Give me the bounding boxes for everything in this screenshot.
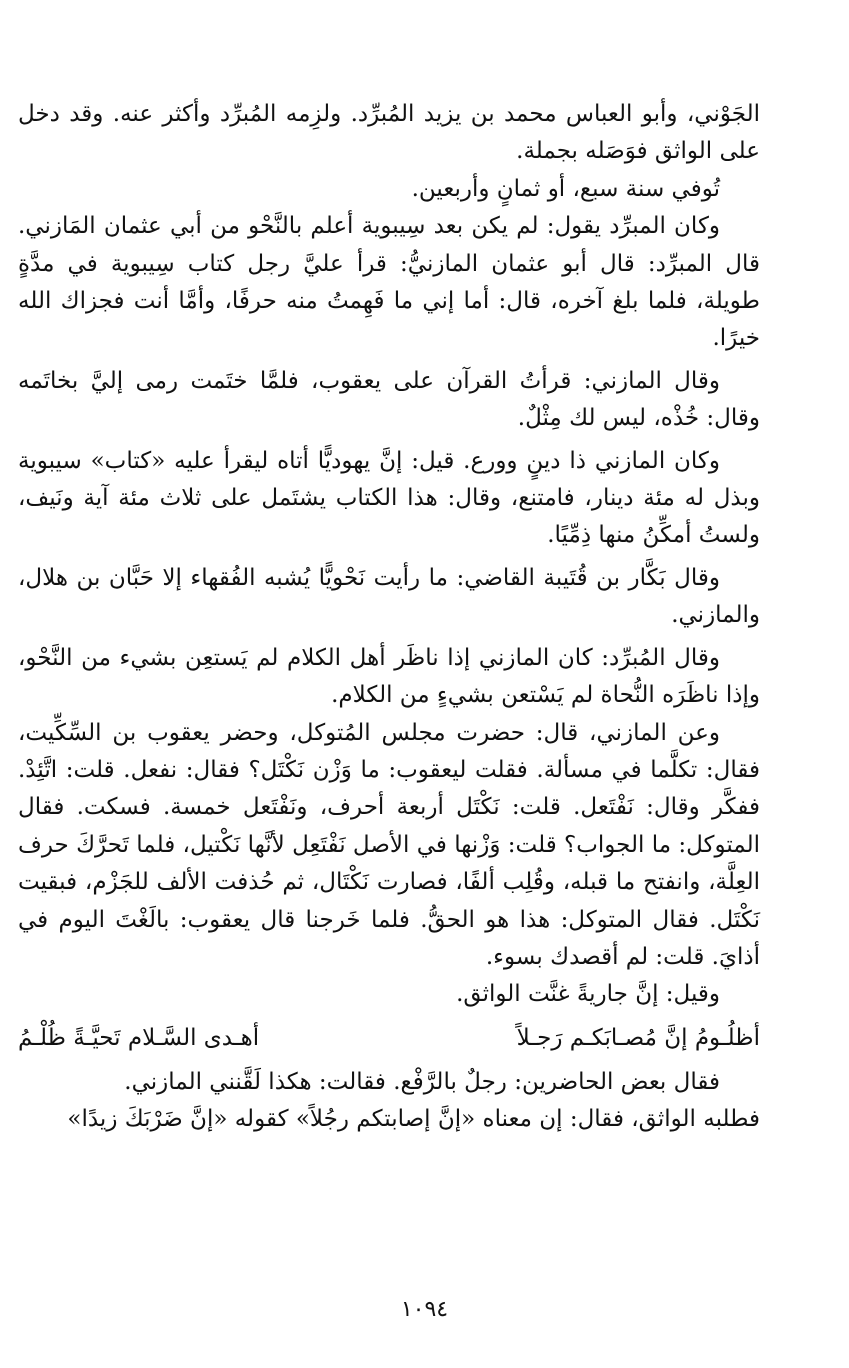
verse-second-hemistich: أهـدى السَّـلام تَحيَّـةً ظُلْـمُ [18,1024,260,1051]
paragraph-wathiq-request: فطلبه الواثق، فقال: إن معناه «إنَّ إصابتكم رجُلاً» كقوله «إنَّ ضَرْبَكَ زيدًا» [67,1106,760,1133]
paragraph-jawni-mubarrid: الجَوْني، وأبو العباس محمد بن يزيد المُبرِّد. ولزِمه المُبرِّد وأكثر عنه. وقد دخل على الواثق فوَصَله بجملة. [18,101,760,165]
verse-first-hemistich: أظلُـومُ إنَّ مُصـابَكـم رَجـلاً [516,1024,760,1051]
page-number: ١٠٩٤ [400,1297,449,1322]
paragraph-slave-girl: وقيل: إنَّ جاريةً غنَّت الواثق. [456,981,720,1008]
page-body [18,96,760,1139]
poetry-verse [18,1018,760,1058]
paragraph-mutawakkil-story: وعن المازني، قال: حضرت مجلس المُتوكل، وحضر يعقوب بن السِّكِّيت، فقال: تكلَّما في مسألة. فقلت ليعقوب: ما وَزْن نَكْتَل؟ فقال: نفعل. قلت: اتَّئِدْ. ففكَّر وقال: نَفْتَعل. قلت: نَكْتَل أربعة أحرف، ونَفْتَعل خمسة. فسكت. فقال المتوكل: ما الجواب؟ قلت: وَزْنها في الأصل نَفْتَعِل لأنَّها نَكْتيل، فلما تَحرَّكَ حرف العِلَّة، وانفتح ما قبله، وقُلِب ألفًا، فصارت نَكْتَال، ثم حُذفت الألف للجَزْم، فبقيت نَكْتَل. فقال المتوكل: هذا هو الحقُّ. فلما خَرجنا قال يعقوب: بالَغْتَ اليوم في أذايَ. قلت: لم أقصدك بسوء. [18,719,760,970]
paragraph-bakkar: وقال بَكَّار بن قُتَيبة القاضي: ما رأيت نَحْويًّا يُشبه الفُقهاء إلا حَبَّان بن هلال، والمازني. [18,564,760,629]
paragraph-piety: وكان المازني ذا دينٍ وورع. قيل: إنَّ يهوديًّا أتاه ليقرأ عليه «كتاب» سيبوية وبذل له مئة دينار، فامتنع، وقال: هذا الكتاب يشتَمل على ثلاث مئة آية ونَيف، ولستُ أمكِّنُ منها ذِمِّيًا. [18,447,760,549]
paragraph-mubarrid-quote: وكان المبرِّد يقول: لم يكن بعد سِيبوية أعلم بالنَّحْو من أبي عثمان المَازني. قال المبرِّد: قال أبو عثمان المازنيُّ: قرأ عليَّ رجل كتاب سِيبوية في مدَّةٍ طويلة، فلما بلغ آخره، قال: أما إني ما فَهِمتُ منه حرفًا، وأمَّا أنت فجزاك الله خيرًا. [18,213,760,352]
paragraph-death-date: تُوفي سنة سبع، أو ثمانٍ وأربعين. [411,175,720,202]
paragraph-bystander: فقال بعض الحاضرين: رجلٌ بالرَّفْع. فقالت: هكذا لَقَّنني المازني. [124,1068,720,1095]
paragraph-debate: وقال المُبرِّد: كان المازني إذا ناظَر أهل الكلام لم يَستعِن بشيء من النَّحْو، وإذا ناظَرَه النُّحاة لم يَسْتعن بشيءٍ من الكلام. [18,644,760,709]
paragraph-quran-ring: وقال المازني: قرأتُ القرآن على يعقوب، فلمَّا ختَمت رمى إليَّ بخاتَمه وقال: خُذْه، ليس لك مِثْلٌ. [18,367,760,432]
